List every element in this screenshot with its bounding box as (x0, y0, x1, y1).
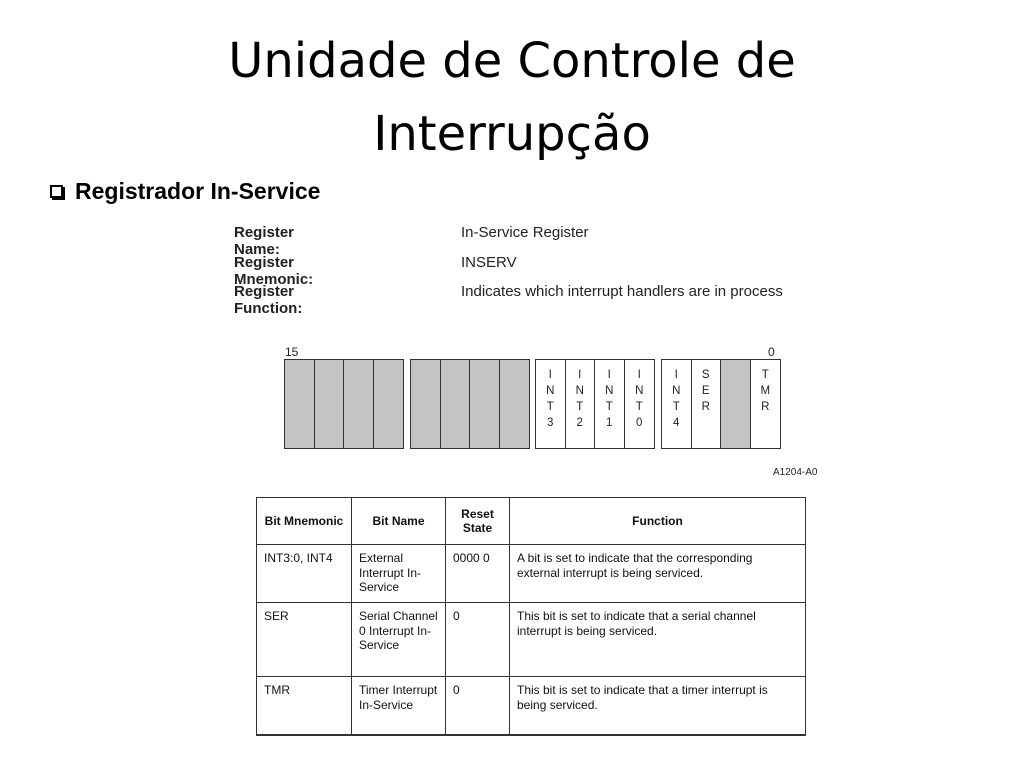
cell-mnemonic: SER (257, 603, 352, 677)
figure-code: A1204-A0 (773, 467, 818, 478)
register-name-label: Register Name: (234, 224, 295, 258)
table-row (257, 603, 806, 677)
column-header: Bit Mnemonic (257, 498, 352, 545)
bit-group-7-4 (535, 359, 655, 449)
bit-group-15-12 (284, 359, 404, 449)
cell-function: This bit is set to indicate that a timer interrupt is being serviced. (510, 677, 806, 735)
bit-tmr: T M R (760, 369, 771, 413)
column-header: Reset State (446, 498, 510, 545)
cell-function: This bit is set to indicate that a serial channel interrupt is being serviced. (510, 603, 806, 677)
bit-int0: I N T 0 (635, 369, 644, 429)
register-mnemonic-label: Register Mnemonic: (234, 253, 314, 288)
reserved-bit (344, 360, 374, 448)
cell-mnemonic: TMR (257, 677, 352, 735)
bit-ser: S E R (692, 360, 722, 448)
bit-msb-number: 15 (285, 345, 299, 359)
checkbox-square-icon (50, 185, 63, 198)
slide-title-line-2: Interrupção (373, 106, 651, 162)
column-header: Function (510, 498, 806, 545)
bullet-text: Registrador In-Service (75, 178, 321, 204)
register-function-label: Register Function: (234, 283, 303, 317)
bit-int2: I N T 2 (566, 360, 596, 448)
cell-reset-state: 0 (446, 603, 510, 677)
bit-int1: I N T 1 (595, 360, 625, 448)
register-mnemonic-value: INSERV (461, 253, 517, 271)
cell-bit-name: External Interrupt In-Service (352, 545, 446, 603)
reserved-bit (285, 360, 315, 448)
cell-bit-name: Timer Interrupt In-Service (352, 677, 446, 735)
table-header-row (257, 498, 806, 545)
cell-reset-state: 0 (446, 677, 510, 735)
slide-title-line-1: Unidade de Controle de (228, 33, 796, 89)
cell-bit-name: Serial Channel 0 Interrupt In-Service (352, 603, 446, 677)
bit-group-11-8 (410, 359, 530, 449)
column-header: Bit Name (352, 498, 446, 545)
cell-function: A bit is set to indicate that the corresponding external interrupt is being serviced. (510, 545, 806, 603)
register-function-value: Indicates which interrupt handlers are in process (461, 283, 783, 300)
reserved-bit (315, 360, 345, 448)
bit-group-3-0 (661, 359, 781, 449)
reserved-bit (470, 360, 500, 448)
table-row (257, 545, 806, 603)
reserved-bit (411, 360, 441, 448)
bit-int3: I N T 3 (536, 360, 566, 448)
reserved-bit (441, 360, 471, 448)
reserved-bit (374, 360, 404, 448)
cell-mnemonic: INT3:0, INT4 (257, 545, 352, 603)
cell-reset-state: 0000 0 (446, 545, 510, 603)
bit-lsb-number: 0 (768, 345, 775, 359)
slide-title (0, 25, 1024, 171)
table-row (257, 677, 806, 735)
reserved-bit (500, 360, 530, 448)
bullet-item (50, 178, 320, 205)
bit-function-table (256, 497, 806, 736)
bit-int4: I N T 4 (662, 360, 692, 448)
reserved-bit (721, 360, 751, 448)
register-name-value: In-Service Register (461, 224, 589, 241)
